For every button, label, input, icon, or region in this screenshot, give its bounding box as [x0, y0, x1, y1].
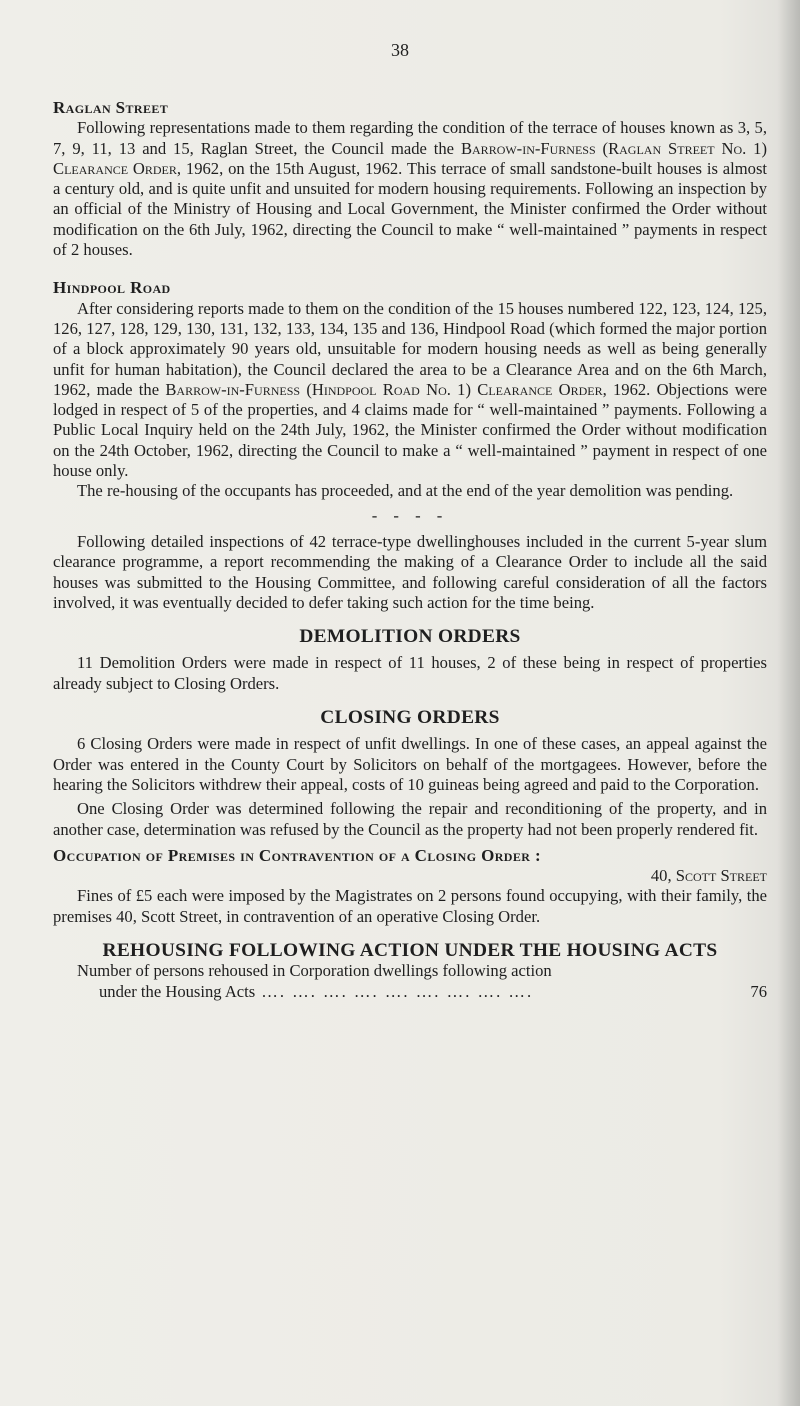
- section-divider: - - - -: [371, 505, 449, 525]
- rehousing-heading: REHOUSING FOLLOWING ACTION UNDER THE HOUSING ACTS: [102, 939, 718, 961]
- hindpool-road-heading: Hindpool Road: [53, 278, 171, 298]
- occupation-subheading: 40, Scott Street: [650, 866, 767, 886]
- closing-orders-paragraph-1: 6 Closing Orders were made in respect of unfit dwellings. In one of these cases, an appeal against the Order was entered in the County Court by Solicitors on behalf of the mortgagees. However, before the hearing the Solicitors withdrew their appeal, costs of 10 guineas being agreed and paid to the Corporation.: [53, 734, 767, 794]
- closing-orders-paragraph-2: One Closing Order was determined following the repair and reconditioning of the property, and in another case, determination was refused by the Council as the property had not been properly rendered fit.: [53, 799, 767, 839]
- leader-dots: …. …. …. …. …. …. …. …. ….: [261, 981, 534, 1001]
- hindpool-road-paragraph-1: After considering reports made to them on the condition of the 15 houses numbered 122, 123, 124, 125, 126, 127, 128, 129, 130, 131, 132, 133, 134, 135 and 136, Hindpool Road (which formed the major portion of a block approximately 90 years old, unsuitable for modern housing needs as well as being generally unfit for human habitation), the Council declared the area to be a Clearance Area and on the 6th March, 1962, made the Barrow-in-Furness (Hindpool Road No. 1) Clearance Order, 1962. Objections were lodged in respect of 5 of the properties, and 4 claims made for “ well-maintained ” payments. Following a Public Local Inquiry held on the 24th July, 1962, the Minister confirmed the Order without modification on the 24th October, 1962, directing the Council to make a “ well-maintained ” payment in respect of one house only.: [53, 298, 767, 481]
- page-body: [53, 98, 767, 1002]
- occupation-paragraph: Fines of £5 each were imposed by the Magistrates on 2 persons found occupying, with their family, the premises 40, Scott Street, in contravention of an operative Closing Order.: [53, 886, 767, 926]
- hindpool-road-paragraph-2: The re-housing of the occupants has proceeded, and at the end of the year demolition was pending.: [77, 481, 734, 501]
- demolition-orders-heading: DEMOLITION ORDERS: [299, 626, 521, 648]
- demolition-orders-paragraph: 11 Demolition Orders were made in respect of 11 houses, 2 of these being in respect of properties already subject to Closing Orders.: [53, 653, 767, 693]
- rehousing-line-2-label: under the Housing Acts: [99, 981, 256, 1001]
- terrace-inspection-paragraph: Following detailed inspections of 42 terrace-type dwellinghouses included in the current 5-year slum clearance programme, a report recommending the making of a Clearance Order to include all the said houses was submitted to the Housing Committee, and following careful consideration of all the factors involved, it was eventually decided to defer taking such action for the time being.: [53, 531, 767, 612]
- page-edge-shadow: [778, 0, 800, 1406]
- closing-orders-heading: CLOSING ORDERS: [320, 707, 500, 729]
- rehousing-line-1: Number of persons rehoused in Corporation dwellings following action: [77, 961, 552, 981]
- occupation-heading: Occupation of Premises in Contravention of a Closing Order :: [53, 845, 542, 865]
- page-number: 38: [391, 40, 409, 60]
- raglan-street-paragraph: Following representations made to them regarding the condition of the terrace of houses known as 3, 5, 7, 9, 11, 13 and 15, Raglan Street, the Council made the Barrow-in-Furness (Raglan Street No. 1) Clearance Order, 1962, on the 15th August, 1962. This terrace of small sandstone-built houses is almost a century old, and is quite unfit and unsuited for modern housing requirements. Following an inspection by an official of the Ministry of Housing and Local Government, the Minister confirmed the Order without modification on the 6th July, 1962, directing the Council to make “ well-maintained ” payments in respect of 2 houses.: [53, 118, 768, 260]
- rehousing-line-2: [53, 982, 767, 1002]
- raglan-street-heading: Raglan Street: [53, 98, 169, 117]
- rehousing-count: 76: [750, 981, 767, 1001]
